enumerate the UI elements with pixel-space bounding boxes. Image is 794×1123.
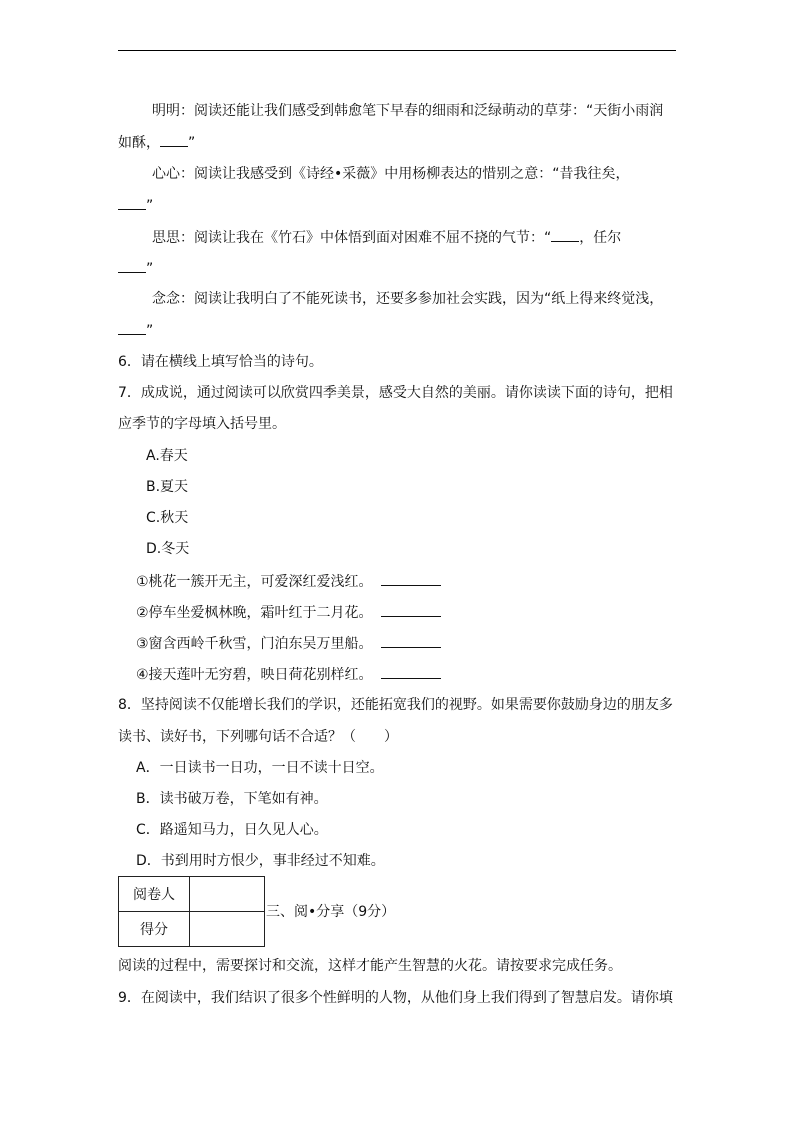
- score-label: 得分: [119, 912, 190, 947]
- q7-poem-3: [136, 633, 441, 654]
- q7-poem-2-text: ②停车坐爱枫林晚，霜叶红于二月花。: [136, 605, 373, 621]
- section-3-intro: 阅读的过程中，需要探讨和交流，这样才能产生智慧的火花。请按要求完成任务。: [118, 958, 622, 974]
- q7-poem-4-text: ④接天莲叶无穷碧，映日荷花别样红。: [136, 667, 373, 683]
- fill-blank-2[interactable]: [118, 195, 146, 210]
- niannian-line1: 念念：阅读让我明白了不能死读书，还要多参加社会实践，因为“纸上得来终觉浅，: [152, 291, 664, 307]
- score-table-row: [119, 877, 265, 912]
- question-8-line1: 8．坚持阅读不仅能增长我们的学识，还能拓宽我们的视野。如果需要你鼓励身边的朋友多: [118, 697, 673, 713]
- q7-poem-3-text: ③窗含西岭千秋雪，门泊东吴万里船。: [136, 636, 373, 652]
- sisi-line1-prefix: 思思：阅读让我在《竹石》中体悟到面对困难不屈不挠的气节：“: [152, 230, 552, 246]
- question-8-line2: 读书、读好书，下列哪句话不合适？（ ）: [118, 729, 398, 745]
- q7-answer-blank-2[interactable]: [381, 602, 441, 617]
- xinxin-line2: [118, 195, 153, 216]
- header-rule: [118, 50, 676, 51]
- q7-option-d: D.冬天: [146, 541, 190, 557]
- niannian-line2-suffix: ”: [146, 323, 154, 339]
- q8-option-a: A．一日读书一日功，一日不读十日空。: [136, 760, 384, 776]
- question-6: 6．请在横线上填写恰当的诗句。: [118, 354, 323, 370]
- mingming-line2-prefix: 如酥，: [118, 135, 160, 151]
- sisi-line2-suffix: ”: [146, 261, 154, 277]
- q7-poem-1-text: ①桃花一簇开无主，可爱深红爱浅红。: [136, 574, 373, 590]
- reviewer-label: 阅卷人: [119, 877, 190, 912]
- question-7-line1: 7．成成说，通过阅读可以欣赏四季美景，感受大自然的美丽。请你读读下面的诗句，把相: [118, 385, 673, 401]
- score-table-row: [119, 912, 265, 947]
- q7-option-a: A.春天: [146, 448, 188, 464]
- q8-option-b: B．读书破万卷，下笔如有神。: [136, 791, 328, 807]
- q7-poem-1: [136, 571, 441, 592]
- sisi-line1-suffix: ，任尔: [579, 230, 622, 246]
- section-3-title: 三、阅•分享（9分）: [266, 904, 396, 920]
- score-cell[interactable]: [190, 912, 265, 947]
- q7-answer-blank-1[interactable]: [381, 571, 441, 586]
- sisi-line2: [118, 258, 153, 279]
- q7-poem-2: [136, 602, 441, 623]
- q7-poem-4: [136, 664, 441, 685]
- question-9-line1: 9．在阅读中，我们结识了很多个性鲜明的人物，从他们身上我们得到了智慧启发。请你填: [118, 990, 673, 1006]
- q7-option-c: C.秋天: [146, 510, 189, 526]
- q7-answer-blank-4[interactable]: [381, 664, 441, 679]
- niannian-line2: [118, 320, 153, 341]
- fill-blank-4[interactable]: [118, 258, 146, 273]
- xinxin-line2-suffix: ”: [146, 198, 154, 214]
- mingming-line2: [118, 132, 195, 153]
- fill-blank-1[interactable]: [160, 132, 188, 147]
- q8-option-c: C．路遥知马力，日久见人心。: [136, 822, 328, 838]
- reviewer-cell[interactable]: [190, 877, 265, 912]
- q8-option-d: D．书到用时方恨少，事非经过不知难。: [136, 853, 385, 869]
- fill-blank-5[interactable]: [118, 320, 146, 335]
- mingming-line1: 明明：阅读还能让我们感受到韩愈笔下早春的细雨和泛绿萌动的草芽：“天街小雨润: [152, 103, 664, 119]
- score-table: [118, 876, 265, 947]
- fill-blank-3[interactable]: [551, 227, 579, 242]
- q7-answer-blank-3[interactable]: [381, 633, 441, 648]
- sisi-line1: [152, 227, 621, 248]
- question-7-line2: 应季节的字母填入括号里。: [118, 416, 286, 432]
- mingming-line2-suffix: ”: [188, 135, 196, 151]
- xinxin-line1: 心心：阅读让我感受到《诗经•采薇》中用杨柳表达的惜别之意：“昔我往矣，: [152, 166, 630, 182]
- q7-option-b: B.夏天: [146, 479, 189, 495]
